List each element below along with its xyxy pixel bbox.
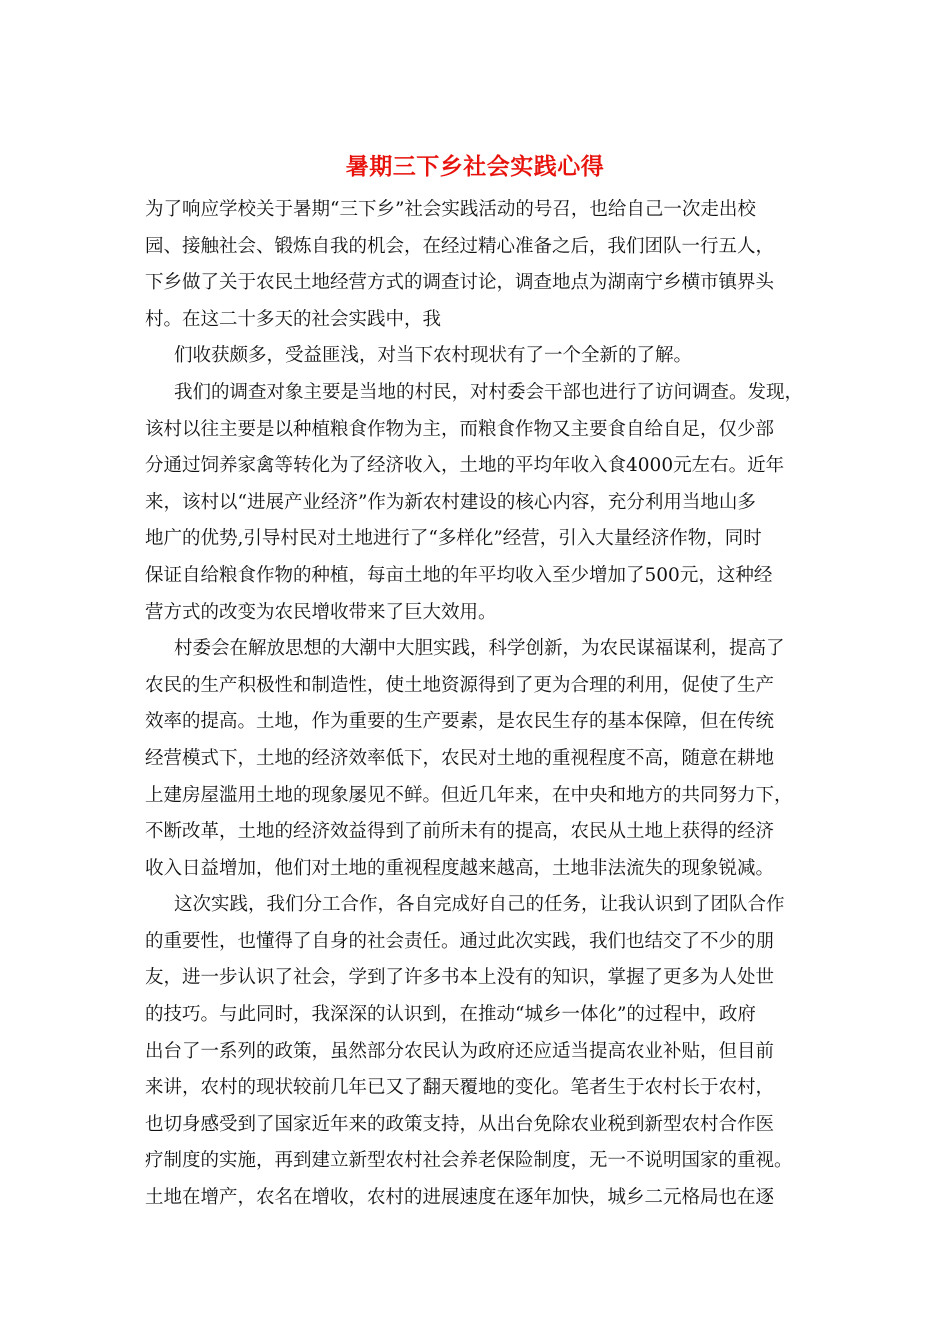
- text-line: 上建房屋滥用土地的现象屡见不鲜。但近几年来，在中央和地方的共同努力下，: [145, 784, 793, 806]
- text-line: 村委会在解放思想的大潮中大胆实践，科学创新，为农民谋福谋利，提高了: [174, 638, 785, 660]
- text-line: 出台了一系列的政策，虽然部分农民认为政府还应适当提高农业补贴，但目前: [145, 1040, 775, 1062]
- text-line: 园、接触社会、锻炼自我的机会，在经过精心准备之后，我们团队一行五人，: [145, 235, 775, 257]
- text-line: 疗制度的实施，再到建立新型农村社会养老保险制度，无一不说明国家的重视。: [145, 1150, 793, 1172]
- text-line: 保证自给粮食作物的种植，每亩土地的年平均收入至少增加了500元，这种经: [145, 564, 773, 586]
- text-line: 们收获颇多，受益匪浅，对当下农村现状有了一个全新的了解。: [174, 345, 693, 367]
- text-line: 农民的生产积极性和制造性，使土地资源得到了更为合理的利用，促使了生产: [145, 674, 775, 696]
- text-line: 该村以往主要是以种植粮食作物为主，而粮食作物又主要食自给自足，仅少部: [145, 418, 775, 440]
- text-line: 收入日益增加，他们对土地的重视程度越来越高，土地非法流失的现象锐减。: [145, 857, 775, 879]
- text-line: 村。在这二十多天的社会实践中，我: [145, 308, 442, 330]
- text-line: 不断改革，土地的经济效益得到了前所未有的提高，农民从土地上获得的经济: [145, 821, 775, 843]
- document-title: 暑期三下乡社会实践心得: [345, 153, 605, 180]
- text-line: 也切身感受到了国家近年来的政策支持，从出台免除农业税到新型农村合作医: [145, 1113, 775, 1135]
- text-line: 的技巧。与此同时，我深深的认识到，在推动“城乡一体化”的过程中，政府: [145, 1004, 756, 1026]
- text-line: 营方式的改变为农民增收带来了巨大效用。: [145, 601, 497, 623]
- text-line: 来讲，农村的现状较前几年已又了翻天覆地的变化。笔者生于农村长于农村，: [145, 1077, 775, 1099]
- text-line: 土地在增产，农名在增收，农村的进展速度在逐年加快，城乡二元格局也在逐: [145, 1187, 775, 1209]
- text-line: 我们的调查对象主要是当地的村民，对村委会干部也进行了访问调查。发现，: [174, 381, 804, 403]
- document-body: [145, 192, 825, 1217]
- text-line: 的重要性，也懂得了自身的社会责任。通过此次实践，我们也结交了不少的朋: [145, 930, 775, 952]
- text-line: 来，该村以“进展产业经济”作为新农村建设的核心内容，充分利用当地山多: [145, 491, 756, 513]
- text-line: 经营模式下，土地的经济效率低下，农民对土地的重视程度不高，随意在耕地: [145, 747, 775, 769]
- text-line: 这次实践，我们分工合作，各自完成好自己的任务，让我认识到了团队合作: [174, 894, 785, 916]
- text-line: 下乡做了关于农民土地经营方式的调查讨论，调查地点为湖南宁乡横市镇界头: [145, 272, 775, 294]
- text-line: 分通过饲养家禽等转化为了经济收入，土地的平均年收入食4000元左右。近年: [145, 455, 785, 477]
- text-line: 为了响应学校关于暑期“三下乡”社会实践活动的号召，也给自己一次走出校: [145, 199, 756, 220]
- text-line: 地广的优势,引导村民对土地进行了“多样化”经营，引入大量经济作物，同时: [145, 528, 762, 550]
- text-line: 友，进一步认识了社会，学到了许多书本上没有的知识，掌握了更多为人处世: [145, 967, 775, 989]
- text-line: 效率的提高。土地，作为重要的生产要素，是农民生存的基本保障，但在传统: [145, 711, 775, 733]
